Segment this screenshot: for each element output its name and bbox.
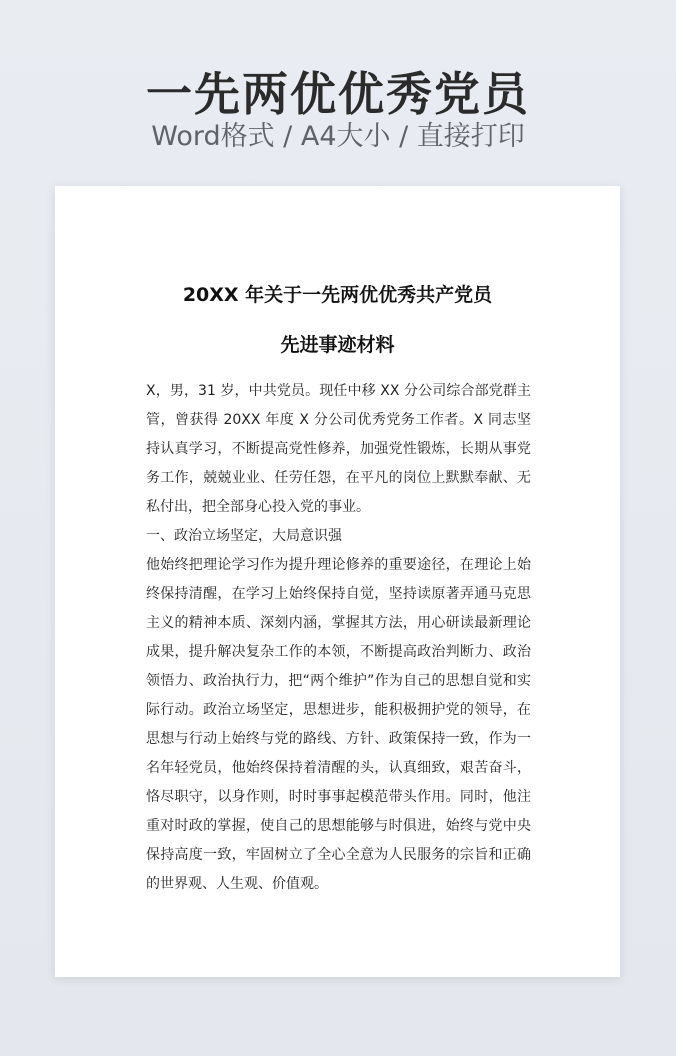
section-heading: 一、政治立场坚定，大局意识强: [146, 528, 342, 544]
banner-title: 一先两优优秀党员: [146, 67, 530, 121]
document-subtitle: 先进事迹材料: [280, 334, 395, 356]
document-title: 20XX 年关于一先两优优秀共产党员: [182, 284, 493, 306]
intro-paragraph: X，男，31 岁，中共党员。现任中移 XX 分公司综合部党群主管，曾获得 20XX 年度 X 分公司优秀党务工作者。X 同志坚持认真学习，不断提高党性修养，加强党性锻炼，长期从事党务工作，兢兢业业、任劳任怨，在平凡的岗位上默默奉献、无私付出，把全部身心投入党的事业。: [146, 383, 531, 515]
body-paragraph: 他始终把理论学习作为提升理论修养的重要途径，在理论上始终保持清醒，在学习上始终保持自觉，坚持读原著弄通马克思主义的精神本质、深刻内涵，掌握其方法，用心研读最新理论成果，提升解决复杂工作的本领，不断提高政治判断力、政治领悟力、政治执行力，把“两个维护”作为自己的思想自觉和实际行动。政治立场坚定，思想进步，能积极拥护党的领导，在思想与行动上始终与党的路线、方针、政策保持一致，作为一名年轻党员，他始终保持着清醒的头，认真细致，艰苦奋斗，恪尽职守，以身作则，时时事事起模范带头作用。同时，他注重对时政的掌握，使自己的思想能够与时俱进，始终与党中央保持高度一致，牢固树立了全心全意为人民服务的宗旨和正确的世界观、人生观、价值观。: [146, 557, 531, 892]
document-page: [55, 186, 620, 977]
document-body: [146, 377, 531, 899]
banner-subtitle: Word格式 / A4大小 / 直接打印: [151, 121, 525, 152]
